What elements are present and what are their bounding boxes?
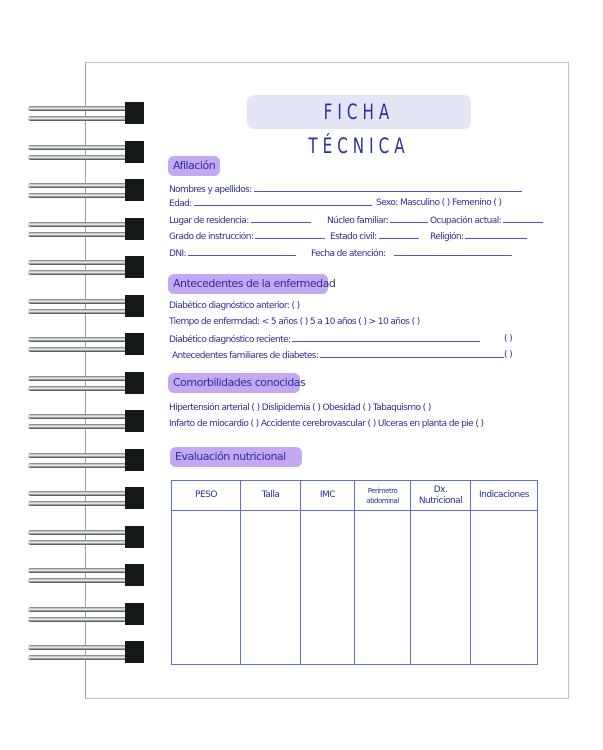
field-diabetico-anterior[interactable]: Diabético diagnóstico anterior: ( ) xyxy=(169,301,300,311)
spiral-ring-icon xyxy=(28,487,146,509)
religion-input-line[interactable] xyxy=(465,230,527,239)
field-nucleo xyxy=(327,214,430,227)
field-label: Grado de instrucción: xyxy=(169,232,254,242)
lugar-input-line[interactable] xyxy=(251,214,311,223)
nucleo-input-line[interactable] xyxy=(390,214,428,223)
title-banner xyxy=(247,95,471,158)
section-label-antecedentes: Antecedentes de la enfermedad xyxy=(168,274,328,294)
comorbilidades-row-2[interactable]: Infarto de miocardio ( ) Accidente cerebrovascular ( ) Ulceras en planta de pie ( ) xyxy=(169,419,484,429)
section-label-comorbilidades: Comorbilidades conocidas xyxy=(168,373,300,393)
section-label-afiliacion: Afilación xyxy=(168,156,220,176)
spiral-ring-icon xyxy=(28,449,146,471)
field-antecedentes-familiares xyxy=(172,349,506,362)
column-header-dx: Dx. Nutricional xyxy=(411,481,471,511)
section-label-evaluacion: Evaluación nutricional xyxy=(170,447,302,467)
table-header-row xyxy=(172,481,538,511)
field-label: Nombres y apellidos: xyxy=(169,185,252,195)
cell-indicaciones[interactable] xyxy=(471,511,538,665)
field-grado xyxy=(169,230,327,243)
column-header-imc: IMC xyxy=(301,481,355,511)
comorbilidades-row-1[interactable]: Hipertensión arterial ( ) Dislipidemia ( ) Obesidad ( ) Tabaquismo ( ) xyxy=(169,403,431,413)
field-sexo[interactable]: Sexo: Masculino ( ) Femenino ( ) xyxy=(376,198,502,208)
nombres-input-line[interactable] xyxy=(254,183,522,192)
spiral-ring-icon xyxy=(28,218,146,240)
field-label: DNI: xyxy=(169,249,186,259)
nutrition-table xyxy=(171,480,538,665)
cell-talla[interactable] xyxy=(241,511,301,665)
field-tiempo-enfermedad[interactable]: Tiempo de enfermdad: < 5 años ( ) 5 a 10 años ( ) > 10 años ( ) xyxy=(169,317,420,327)
field-label: Edad: xyxy=(169,199,192,209)
ocupacion-input-line[interactable] xyxy=(503,214,543,223)
spiral-ring-icon xyxy=(28,179,146,201)
column-header-peso: PESO xyxy=(172,481,241,511)
diabetico-reciente-input-line[interactable] xyxy=(292,333,480,342)
field-label: Religión: xyxy=(430,232,464,242)
cell-peso[interactable] xyxy=(172,511,241,665)
field-label: Fecha de atención: xyxy=(311,249,386,259)
spiral-ring-icon xyxy=(28,102,146,124)
spiral-ring-icon xyxy=(28,526,146,548)
field-label: Ocupación actual: xyxy=(430,216,502,226)
column-header-talla: Talla xyxy=(241,481,301,511)
cell-perimetro[interactable] xyxy=(355,511,411,665)
field-fecha xyxy=(311,247,514,260)
field-nombres xyxy=(169,183,524,196)
column-header-indicaciones: Indicaciones xyxy=(471,481,538,511)
spiral-ring-icon xyxy=(28,372,146,394)
familiares-checkbox[interactable]: ( ) xyxy=(504,350,513,360)
diabetico-reciente-checkbox[interactable]: ( ) xyxy=(504,334,513,344)
familiares-input-line[interactable] xyxy=(320,349,504,358)
field-diabetico-reciente xyxy=(169,333,482,346)
spiral-ring-icon xyxy=(28,141,146,163)
field-edad xyxy=(169,197,374,210)
field-estado xyxy=(330,230,421,243)
cell-dx[interactable] xyxy=(411,511,471,665)
page-title: FICHA TÉCNICA xyxy=(308,100,410,158)
field-ocupacion xyxy=(430,214,545,227)
field-label: Lugar de residencia: xyxy=(169,216,249,226)
grado-input-line[interactable] xyxy=(255,230,325,239)
cell-imc[interactable] xyxy=(301,511,355,665)
field-label: Núcleo familiar: xyxy=(327,216,389,226)
field-label: Estado civil: xyxy=(330,232,377,242)
spiral-ring-icon xyxy=(28,256,146,278)
estado-input-line[interactable] xyxy=(379,230,419,239)
field-dni xyxy=(169,247,298,260)
field-lugar xyxy=(169,214,313,227)
spiral-ring-icon xyxy=(28,564,146,586)
column-header-perimetro: Perimetro abdominal xyxy=(355,481,411,511)
spiral-ring-icon xyxy=(28,641,146,663)
edad-input-line[interactable] xyxy=(194,197,372,206)
fecha-input-line[interactable] xyxy=(394,247,512,256)
spiral-ring-icon xyxy=(28,333,146,355)
field-religion xyxy=(430,230,529,243)
spiral-ring-icon xyxy=(28,603,146,625)
spiral-ring-icon xyxy=(28,410,146,432)
table-row xyxy=(172,511,538,665)
dni-input-line[interactable] xyxy=(188,247,296,256)
field-label: Diabético diagnóstico reciente: xyxy=(169,335,291,345)
spiral-ring-icon xyxy=(28,295,146,317)
field-label: Antecedentes familiares de diabetes: xyxy=(172,351,319,361)
